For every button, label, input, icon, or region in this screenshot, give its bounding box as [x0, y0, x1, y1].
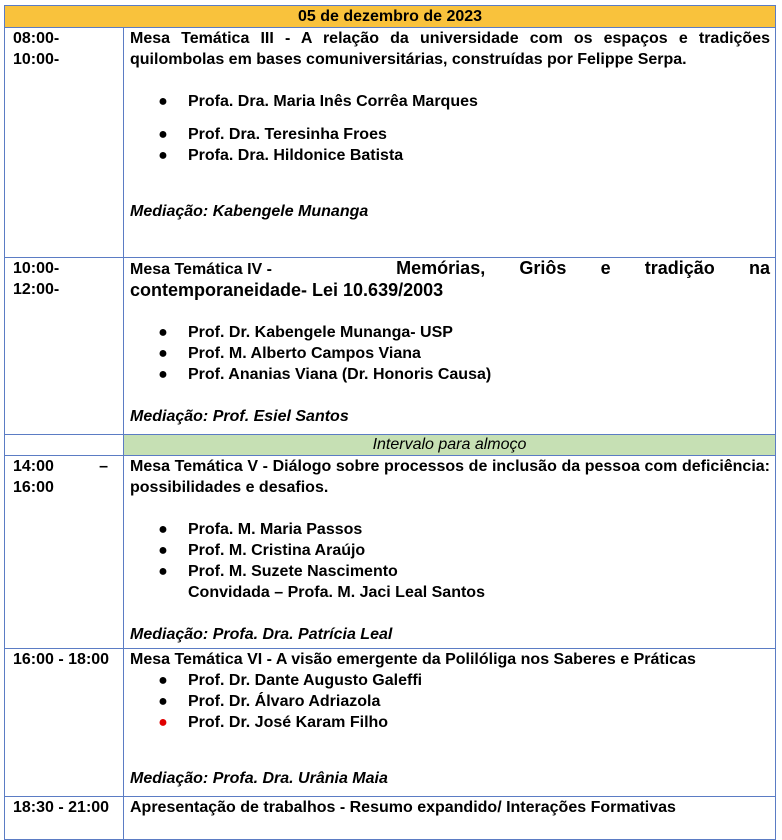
session-row	[5, 258, 776, 435]
break-row	[5, 435, 776, 456]
speaker-name: Prof. M. Cristina Araújo	[188, 542, 366, 559]
speaker-name: Prof. Dr. Dante Augusto Galeffi	[188, 672, 423, 689]
speaker-item	[156, 519, 770, 540]
time-end: 12:00-	[13, 281, 60, 298]
speaker-item	[156, 145, 770, 166]
bullet-icon: ●	[158, 542, 168, 559]
title-lead: Mesa Temática IV -	[130, 261, 272, 278]
speaker-name: Prof. M. Alberto Campos Viana	[188, 345, 421, 362]
session-time	[5, 28, 124, 258]
session-time	[5, 456, 124, 649]
bullet-icon: ●	[158, 126, 168, 143]
session-title: Mesa Temática VI - A visão emergente da Polilóliga nos Saberes e Práticas	[130, 651, 696, 668]
bullet-icon: ●	[158, 521, 168, 538]
speaker-name: Prof. M. Suzete Nascimento	[188, 563, 398, 580]
bullet-icon: ●	[158, 693, 168, 710]
time-start-line	[13, 456, 118, 477]
speaker-list	[130, 322, 770, 385]
session-content	[124, 456, 776, 649]
red-bullet-icon: ●	[158, 714, 168, 731]
speaker-name: Prof. Ananias Viana (Dr. Honoris Causa)	[188, 366, 492, 383]
session-mediation: Mediação: Prof. Esiel Santos	[130, 408, 349, 425]
session-content	[124, 649, 776, 797]
session-title: Mesa Temática III - A relação da universidade com os espaços e tradições quilombolas em bases comuniversitárias, construídas por Felippe Serpa.	[130, 30, 770, 68]
date-header-row	[5, 6, 776, 28]
speaker-item	[156, 670, 770, 691]
speaker-list	[130, 670, 770, 733]
speaker-item	[156, 343, 770, 364]
speaker-name: Prof. Dr. Álvaro Adriazola	[188, 693, 381, 710]
session-time: 16:00 - 18:00	[5, 649, 124, 797]
time-start: 14:00	[13, 458, 54, 475]
break-cell	[124, 435, 776, 456]
session-row	[5, 649, 776, 797]
speaker-item	[156, 322, 770, 343]
session-title: Apresentação de trabalhos - Resumo expandido/ Interações Formativas	[124, 797, 776, 840]
session-title-line2: contemporaneidade- Lei 10.639/2003	[130, 280, 444, 300]
speaker-item	[156, 712, 770, 733]
bullet-icon: ●	[158, 324, 168, 341]
title-word: Memórias,	[396, 258, 486, 278]
speaker-name: Prof. Dra. Teresinha Froes	[188, 126, 387, 143]
speaker-item	[156, 91, 770, 112]
speaker-name: Profa. M. Maria Passos	[188, 521, 363, 538]
bullet-icon: ●	[158, 93, 168, 110]
guest-line: Convidada – Profa. M. Jaci Leal Santos	[188, 584, 485, 601]
session-row	[5, 28, 776, 258]
speaker-list	[130, 519, 770, 582]
session-row	[5, 456, 776, 649]
schedule-sheet	[4, 5, 776, 840]
title-word: tradição	[644, 258, 715, 278]
session-mediation: Mediação: Kabengele Munanga	[130, 203, 369, 220]
time-dash: –	[99, 458, 108, 475]
bullet-icon: ●	[158, 563, 168, 580]
bullet-icon: ●	[158, 366, 168, 383]
time-end: 16:00	[13, 479, 54, 496]
session-title-line1	[130, 258, 770, 280]
bullet-icon: ●	[158, 147, 168, 164]
title-word: e	[600, 258, 611, 278]
time-end: 10:00-	[13, 51, 60, 68]
session-content	[124, 258, 776, 435]
speaker-item	[156, 540, 770, 561]
schedule-table	[4, 5, 776, 840]
speaker-item	[156, 561, 770, 582]
speaker-name: Prof. Dr. José Karam Filho	[188, 714, 389, 731]
date-header: 05 de dezembro de 2023	[5, 6, 776, 28]
speaker-name: Profa. Dra. Maria Inês Corrêa Marques	[188, 93, 478, 110]
session-mediation: Mediação: Profa. Dra. Urânia Maia	[130, 770, 388, 787]
break-time-empty	[5, 435, 124, 456]
title-word: Griôs	[519, 258, 567, 278]
session-title: Mesa Temática V - Diálogo sobre processos de inclusão da pessoa com deficiência: possibilidades e desafios.	[130, 458, 770, 496]
time-start: 08:00-	[13, 30, 60, 47]
speaker-name: Prof. Dr. Kabengele Munanga- USP	[188, 324, 453, 341]
speaker-item	[156, 124, 770, 145]
speaker-item	[156, 364, 770, 385]
session-row	[5, 797, 776, 840]
speaker-name: Profa. Dra. Hildonice Batista	[188, 147, 404, 164]
title-word: na	[748, 258, 770, 278]
session-content	[124, 28, 776, 258]
time-start: 10:00-	[13, 260, 60, 277]
speaker-item	[156, 691, 770, 712]
session-time	[5, 258, 124, 435]
bullet-icon: ●	[158, 345, 168, 362]
speaker-list	[130, 91, 770, 166]
bullet-icon: ●	[158, 672, 168, 689]
lunch-break-label: Intervalo para almoço	[124, 435, 775, 455]
session-time: 18:30 - 21:00	[5, 797, 124, 840]
session-mediation: Mediação: Profa. Dra. Patrícia Leal	[130, 626, 393, 643]
